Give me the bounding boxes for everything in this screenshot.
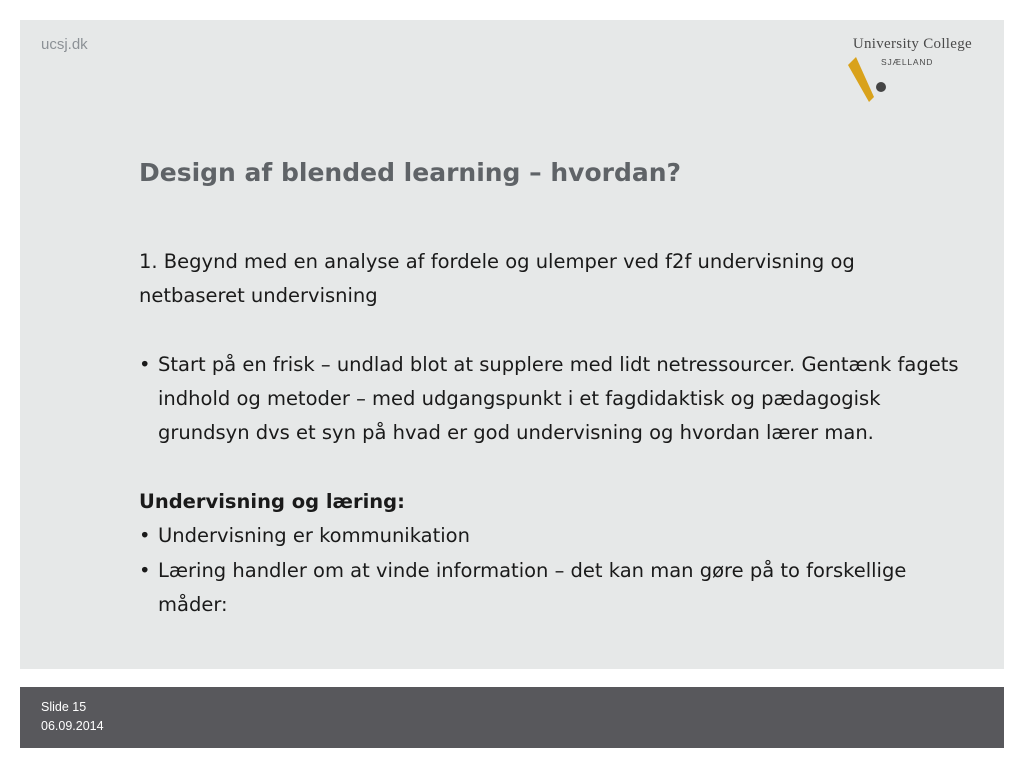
section-heading: Undervisning og læring: (139, 490, 405, 514)
bullet-item (139, 519, 959, 553)
slide-number: Slide 15 (41, 700, 87, 714)
bullet-text: Undervisning er kommunikation (158, 524, 470, 548)
slide-area (20, 20, 1004, 669)
slide-date: 06.09.2014 (41, 719, 104, 733)
logo-leaf-shape (848, 57, 874, 102)
university-college-logo (822, 36, 972, 106)
logo-region: SJÆLLAND (881, 57, 934, 67)
spacer (139, 314, 959, 348)
bullet-dot: • (139, 524, 151, 548)
bullet-item (139, 554, 959, 623)
slide-body (139, 245, 959, 622)
site-url: ucsj.dk (41, 36, 88, 53)
bullet-dot: • (139, 558, 151, 582)
spacer (139, 451, 959, 485)
logo-dot-shape (876, 82, 886, 92)
intro-paragraph: 1. Begynd med en analyse af fordele og ulemper ved f2f undervisning og netbaseret undervisning (139, 250, 855, 308)
bullet-item (139, 348, 959, 451)
footer-bar (20, 687, 1004, 748)
logo-name: University College (852, 36, 972, 52)
bullet-text: Læring handler om at vinde information – det kan man gøre på to forskellige måder: (158, 558, 907, 616)
bullet-text: Start på en frisk – undlad blot at supplere med lidt netressourcer. Gentænk fagets indhold og metoder – med udgangspunkt i et fagdidaktisk og pædagogisk grundsyn dvs et syn på hvad er god undervisning og hvordan lærer man. (158, 352, 959, 445)
logo-mark-icon (846, 55, 886, 103)
slide-title: Design af blended learning – hvordan? (139, 158, 682, 187)
bullet-dot: • (139, 352, 151, 376)
